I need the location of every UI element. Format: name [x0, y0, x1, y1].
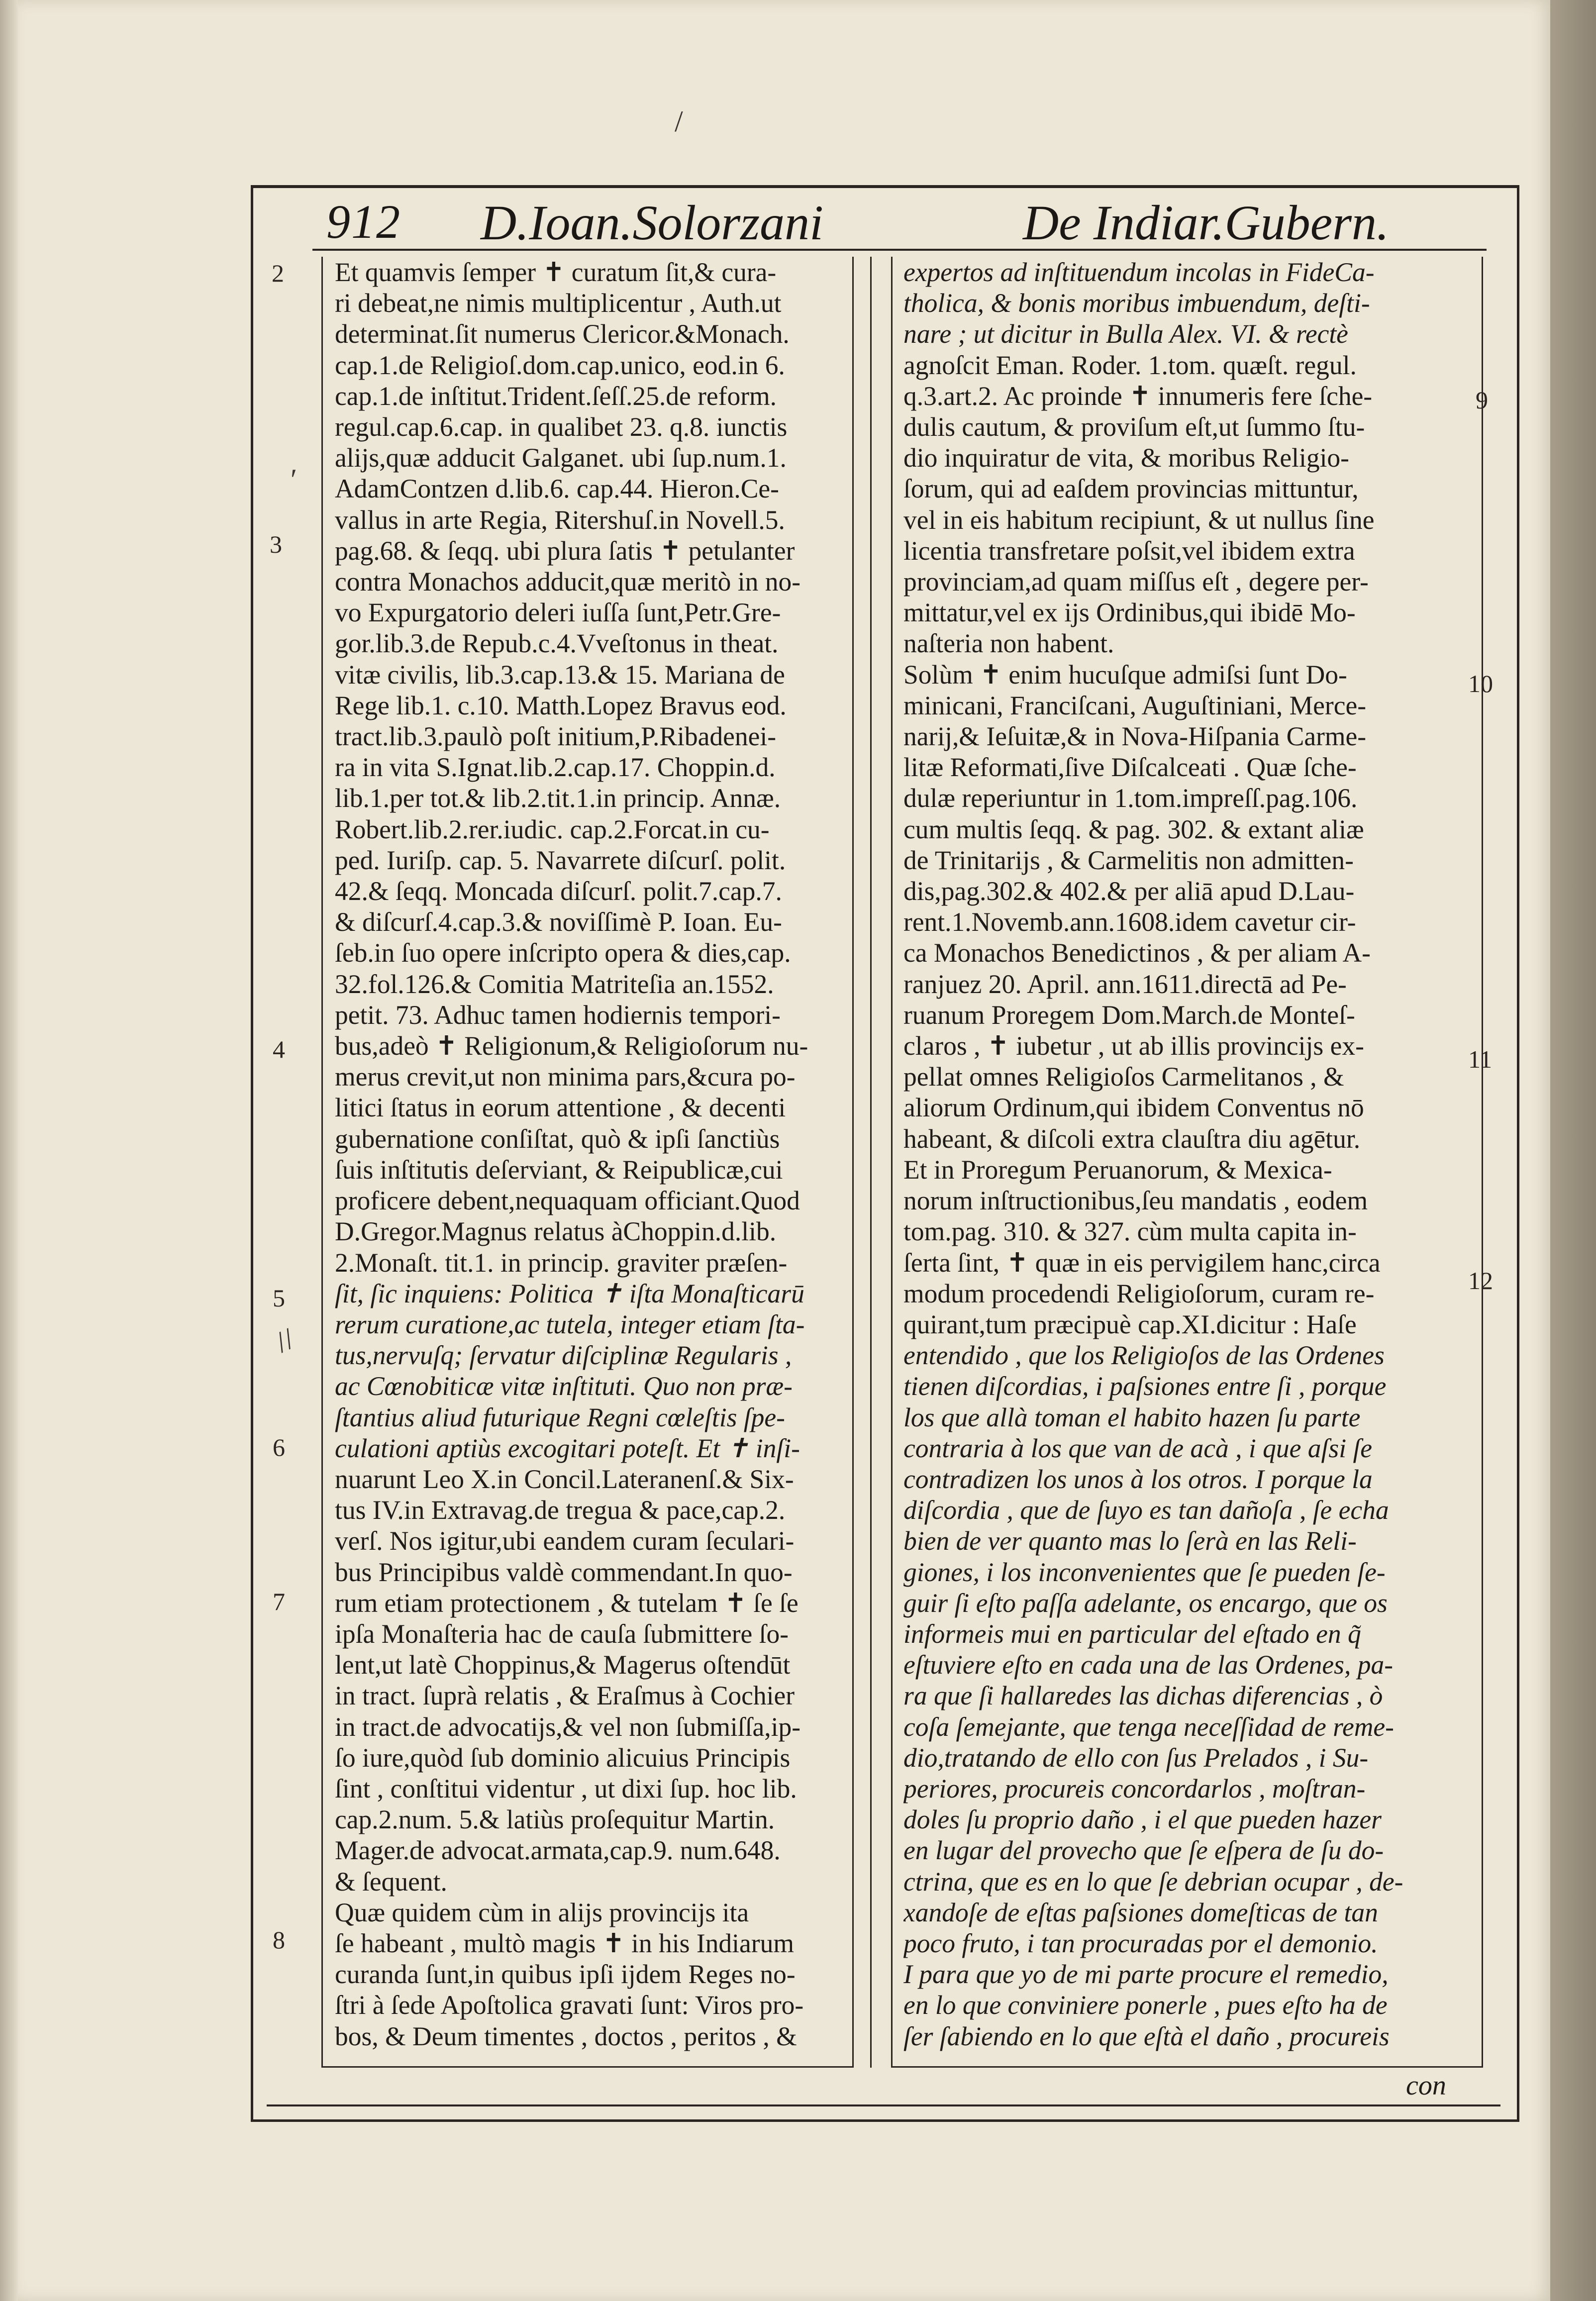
text-line: alijs,quæ adducit Galganet. ubi ſup.num.1. [335, 443, 787, 473]
text-line: Et quamvis ſemper ✝ curatum ſit,& cura- [335, 257, 777, 287]
left-column [321, 257, 854, 2068]
text-line: ra in vita S.Ignat.lib.2.cap.17. Choppin.d. [335, 752, 776, 783]
text-line: quirant,tum præcipuè cap.XI.dicitur : Haſe [903, 1309, 1357, 1339]
text-line: 32.fol.126.& Comitia Matriteſia an.1552. [335, 969, 774, 999]
text-line: & ſequent. [335, 1866, 447, 1897]
text-line: 42.& ſeqq. Moncada diſcurſ. polit.7.cap.7. [335, 876, 782, 906]
text-line: determinat.ſit numerus Clericor.&Monach. [335, 319, 790, 349]
margin-number: 6 [273, 1433, 285, 1461]
margin-number: 2 [272, 259, 284, 287]
text-line: dis,pag.302.& 402.& per aliā apud D.Lau- [903, 876, 1355, 906]
header-rule [312, 249, 1487, 251]
text-line: ipſa Monaſteria hac de cauſa ſubmittere ſo- [335, 1618, 789, 1649]
text-line: ruanum Proregem Dom.March.de Monteſ- [903, 1000, 1355, 1030]
margin-number: 12 [1468, 1267, 1493, 1295]
text-line: litæ Reformati,ſive Diſcalceati . Quæ ſche- [903, 752, 1357, 783]
text-line: los que allà toman el habito hazen ſu parte [903, 1402, 1361, 1432]
text-line: ri debeat,ne nimis multiplicentur , Auth.ut [335, 288, 782, 318]
text-line: pellat omnes Religioſos Carmelitanos , & [903, 1062, 1344, 1092]
text-line: ſtri à ſede Apoſtolica gravati ſunt: Viros pro- [335, 1990, 804, 2020]
column-rule [870, 257, 872, 2068]
text-line: contra Monachos adducit,quæ meritò in no- [335, 567, 801, 597]
text-line: lib.1.per tot.& lib.2.tit.1.in princip. Annæ. [335, 783, 781, 813]
text-line: tom.pag. 310. & 327. cùm multa capita in- [903, 1216, 1357, 1247]
text-line: Quæ quidem cùm in alijs provincijs ita [335, 1897, 749, 1927]
text-line: AdamContzen d.lib.6. cap.44. Hieron.Ce- [335, 474, 779, 504]
text-line: gor.lib.3.de Repub.c.4.Vveſtonus in theat. [335, 628, 779, 659]
marginal-tick-mark: ʹ [291, 463, 298, 496]
text-line: 2.Monaſt. tit.1. in princip. graviter præſen- [335, 1247, 788, 1278]
text-line: xandoſe de eſtas paſsiones domeſticas de tan [903, 1897, 1378, 1927]
text-line: proficere debent,nequaquam officiant.Quod [335, 1186, 800, 1216]
text-line: cap.1.de Religioſ.dom.cap.unico, eod.in 6. [335, 350, 785, 380]
margin-number: 7 [273, 1588, 285, 1615]
text-line: Robert.lib.2.rer.iudic. cap.2.Forcat.in cu- [335, 814, 770, 844]
text-line: merus crevit,ut non minima pars,&cura po- [335, 1062, 796, 1092]
text-line: bien de ver quanto mas lo ſerà en las Reli- [903, 1526, 1357, 1556]
text-line: q.3.art.2. Ac proinde ✝ innumeris fere ſche- [903, 381, 1373, 411]
text-line: ſit, ſic inquiens: Politica ✝ iſta Monaſticarū [335, 1278, 804, 1308]
top-pencil-mark: / [675, 105, 683, 138]
folio-number: 912 [326, 195, 401, 248]
text-line: litici ſtatus in eorum attentione , & decenti [335, 1093, 786, 1123]
text-line: claros , ✝ iubetur , ut ab illis provincijs ex- [903, 1031, 1364, 1061]
text-line: bus Principibus valdè commendant.In quo- [335, 1557, 793, 1587]
page [18, 0, 1550, 2301]
page-header [282, 194, 1406, 249]
text-line: pag.68. & ſeqq. ubi plura ſatis ✝ petulanter [335, 535, 795, 566]
text-line: tus,nervuſq; ſervatur diſciplinæ Regularis , [335, 1340, 792, 1371]
text-line: ca Monachos Benedictinos , & per aliam A- [903, 938, 1371, 968]
text-line: ſe habeant , multò magis ✝ in his Indiarum [335, 1928, 794, 1958]
marginal-double-slash-mark: // [270, 1322, 299, 1359]
text-line: rum etiam protectionem , & tutelam ✝ ſe ſe [335, 1588, 798, 1618]
text-line: norum inſtructionibus,ſeu mandatis , eodem [903, 1186, 1368, 1216]
text-line: bus,adeò ✝ Religionum,& Religioſorum nu- [335, 1031, 808, 1061]
text-line: narij,& Ieſuitæ,& in Nova-Hiſpania Carme- [903, 721, 1367, 752]
text-line: doles ſu proprio daño , i el que pueden hazer [903, 1804, 1382, 1835]
text-line: guir ſi eſto paſſa adelante, os encargo, que os [903, 1588, 1388, 1618]
text-line: tus IV.in Extravag.de tregua & pace,cap.2. [335, 1495, 786, 1525]
text-line: ſorum, qui ad eaſdem provincias mittuntur, [903, 474, 1359, 504]
text-line: eſtuviere eſto en cada una de las Ordenes, pa- [903, 1650, 1394, 1680]
text-line: tract.lib.3.paulò poſt initium,P.Ribadenei- [335, 721, 777, 752]
text-line: minicani, Franciſcani, Auguſtiniani, Merce- [903, 690, 1367, 720]
text-line: expertos ad inſtituendum incolas in FideCa- [903, 257, 1375, 287]
margin-number: 10 [1468, 670, 1493, 698]
text-line: in tract. ſuprà relatis , & Eraſmus à Cochier [335, 1681, 795, 1711]
margin-number: 4 [273, 1035, 285, 1063]
text-line: ſint , conſtitui videntur , ut dixi ſup. hoc lib. [335, 1773, 797, 1803]
text-line: vitæ civilis, lib.3.cap.13.& 15. Mariana de [335, 659, 785, 690]
catchword: con [1406, 2070, 1446, 2101]
text-line: dio,tratando de ello con ſus Prelados , i Su- [903, 1742, 1369, 1773]
text-line: ſtantius aliud futurique Regni cœleſtis ſpe- [335, 1402, 785, 1432]
text-line: I para que yo de mi parte procure el remedio, [903, 1959, 1389, 1990]
text-line: Mager.de advocat.armata,cap.9. num.648. [335, 1835, 781, 1866]
text-line: contradizen los unos à los otros. I porque la [903, 1464, 1373, 1494]
text-line: lent,ut latè Choppinus,& Magerus oſtendūt [335, 1650, 791, 1680]
text-line: tienen diſcordias, i paſsiones entre ſi , porque [903, 1371, 1387, 1401]
text-line: verſ. Nos igitur,ubi eandem curam ſeculari- [335, 1526, 795, 1556]
text-line: culationi aptiùs excogitari poteſt. Et ✝ inſi- [335, 1433, 800, 1463]
text-line: contraria à los que van de acà , i que aſsi ſe [903, 1433, 1373, 1463]
text-line: vo Expurgatorio deleri iuſſa ſunt,Petr.Gre- [335, 598, 781, 628]
text-line: D.Gregor.Magnus relatus àChoppin.d.lib. [335, 1216, 777, 1247]
text-line: curanda ſunt,in quibus ipſi ijdem Reges no- [335, 1959, 796, 1990]
text-line: licentia transfretare poſsit,vel ibidem extra [903, 535, 1355, 566]
text-line: Et in Proregum Peruanorum, & Mexica- [903, 1154, 1332, 1185]
text-line: Solùm ✝ enim hucuſque admiſsi ſunt Do- [903, 659, 1347, 690]
text-line: rerum curatione,ac tutela, integer etiam ſta- [335, 1309, 805, 1339]
text-line: modum procedendi Religioſorum, curam re- [903, 1278, 1375, 1308]
bottom-rule [267, 2104, 1500, 2106]
text-line: coſa ſemejante, que tenga neceſſidad de reme- [903, 1711, 1394, 1742]
text-line: tholica, & bonis moribus imbuendum, deſti- [903, 288, 1370, 318]
text-line: cap.2.num. 5.& latiùs proſequitur Martin. [335, 1804, 775, 1835]
text-line: agnoſcit Eman. Roder. 1.tom. quæſt. regul. [903, 350, 1357, 380]
text-line: & diſcurſ.4.cap.3.& noviſſimè P. Ioan. Eu- [335, 907, 782, 937]
text-line: bos, & Deum timentes , doctos , peritos , & [335, 2021, 797, 2051]
text-line: Rege lib.1. c.10. Matth.Lopez Bravus eod. [335, 690, 787, 720]
header-author: D.Ioan.Solorzani [481, 195, 823, 250]
margin-number: 5 [273, 1284, 285, 1312]
text-line: rent.1.Novemb.ann.1608.idem cavetur cir- [903, 907, 1356, 937]
text-line: ſuis inſtitutis deſerviant, & Reipublicæ,cui [335, 1154, 783, 1185]
text-line: ctrina, que es en lo que ſe debrian ocupar , de- [903, 1866, 1403, 1897]
text-line: vallus in arte Regia, Ritershuſ.in Novell.5. [335, 504, 785, 535]
text-line: periores, procureis concordarlos , moſtran- [903, 1773, 1366, 1803]
margin-number: 8 [273, 1926, 285, 1954]
text-line: ac Cœnobiticæ vitæ inſtituti. Quo non præ- [335, 1371, 793, 1401]
text-line: cap.1.de inſtitut.Trident.ſeſſ.25.de reform. [335, 381, 777, 411]
text-line: ped. Iuriſp. cap. 5. Navarrete diſcurſ. polit. [335, 845, 786, 875]
text-line: de Trinitarijs , & Carmelitis non admitten- [903, 845, 1354, 875]
text-line: informeis mui en particular del eſtado en q̃ [903, 1618, 1361, 1649]
text-line: naſteria non habent. [903, 628, 1114, 659]
text-line: diſcordia , que de ſuyo es tan dañoſa , ſe echa [903, 1495, 1389, 1525]
text-line: habeant, & diſcoli extra clauſtra diu agētur. [903, 1123, 1361, 1154]
text-line: giones, i los inconvenientes que ſe pueden ſe- [903, 1557, 1386, 1587]
text-line: aliorum Ordinum,qui ibidem Conventus nō [903, 1093, 1364, 1123]
text-line: ſer ſabiendo en lo que eſtà el daño , procureis [903, 2021, 1390, 2051]
text-line: ranjuez 20. April. ann.1611.directā ad Pe- [903, 969, 1347, 999]
text-line: entendido , que los Religioſos de las Ordenes [903, 1340, 1385, 1371]
right-column [891, 257, 1483, 2068]
text-line: ſeb.in ſuo opere inſcripto opera & dies,cap. [335, 938, 791, 968]
text-line: dulis cautum, & proviſum eſt,ut ſummo ſtu- [903, 412, 1365, 442]
text-line: regul.cap.6.cap. in qualibet 23. q.8. iunctis [335, 412, 788, 442]
text-line: nare ; ut dicitur in Bulla Alex. VI. & rectè [903, 319, 1348, 349]
text-line: gubernatione conſiſtat, quò & ipſi ſanctiùs [335, 1123, 780, 1154]
text-line: en lugar del provecho que ſe eſpera de ſu do- [903, 1835, 1384, 1866]
text-line: petit. 73. Adhuc tamen hodiernis tempori- [335, 1000, 781, 1030]
text-line: dio inquiratur de vita, & moribus Religio- [903, 443, 1349, 473]
running-title: De Indiar.Gubern. [1023, 195, 1390, 250]
text-line: ra que ſi hallaredes las dichas diferencias , ò [903, 1681, 1383, 1711]
text-line: vel in eis habitum recipiunt, & ut nullus ſine [903, 504, 1375, 535]
text-line: dulæ reperiuntur in 1.tom.impreſſ.pag.106. [903, 783, 1358, 813]
margin-number: 3 [270, 530, 282, 558]
text-line: ſo iure,quòd ſub dominio alicuius Principis [335, 1742, 791, 1773]
text-line: ſerta ſint, ✝ quæ in eis pervigilem hanc,circa [903, 1247, 1381, 1278]
text-line: in tract.de advocatijs,& vel non ſubmiſſa,ip- [335, 1711, 801, 1742]
text-line: en lo que conviniere ponerle , pues eſto ha de [903, 1990, 1388, 2020]
text-line: mittatur,vel ex ijs Ordinibus,qui ibidē Mo- [903, 598, 1356, 628]
text-line: provinciam,ad quam miſſus eſt , degere per- [903, 567, 1369, 597]
text-line: poco fruto, i tan procuradas por el demonio. [903, 1928, 1378, 1958]
margin-number: 11 [1468, 1045, 1493, 1073]
margin-number: 9 [1476, 386, 1488, 414]
text-line: nuarunt Leo X.in Concil.Lateranenſ.& Six- [335, 1464, 794, 1494]
text-line: cum multis ſeqq. & pag. 302. & extant aliæ [903, 814, 1364, 844]
